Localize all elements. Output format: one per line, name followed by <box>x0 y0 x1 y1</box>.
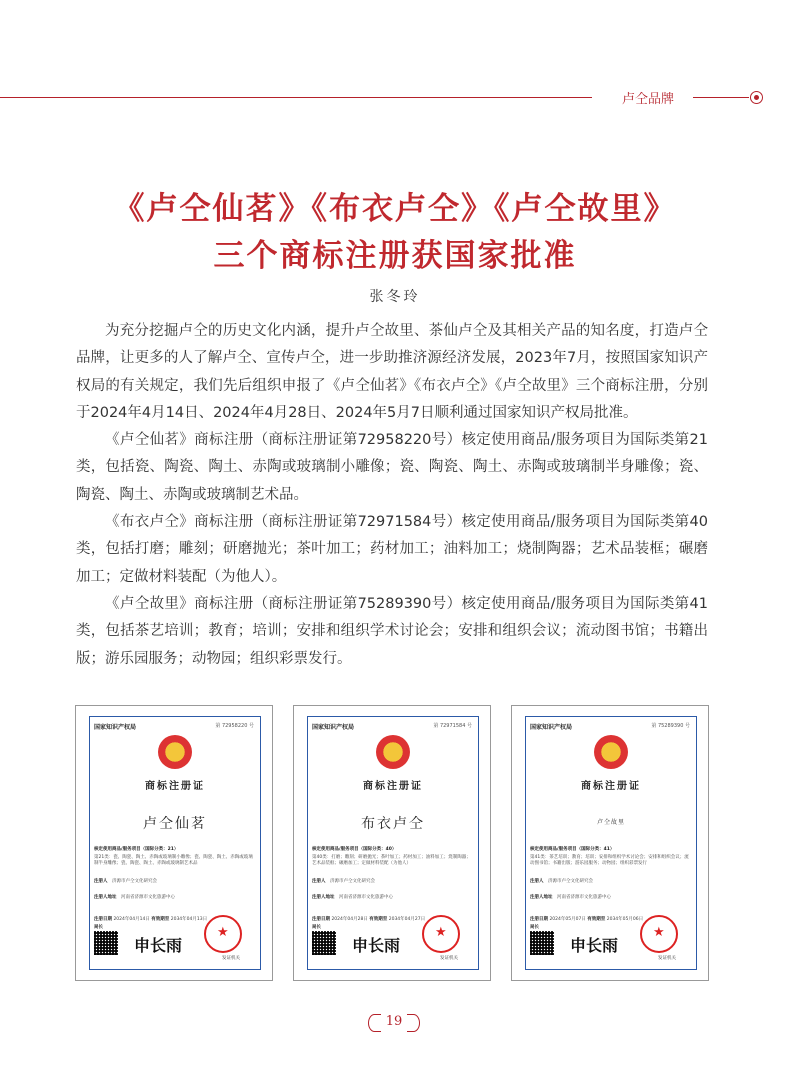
qr-code-icon <box>312 931 336 955</box>
trademark-certificate <box>75 705 273 981</box>
article-title-line2: 三个商标注册获国家批准 <box>213 238 577 274</box>
certificate-frame <box>89 716 261 970</box>
issuer-label: 发证机关 <box>440 956 458 961</box>
paragraph: 为充分挖掘卢仝的历史文化内涵，提升卢仝故里、茶仙卢仝及其相关产品的知名度，打造卢仝品牌，让更多的人了解卢仝、宣传卢仝，进一步助推济源经济发展，2023年7月，按照国家知识产权局的有关规定，我们先后组织申报了《卢仝仙茗》《布衣卢仝》《卢仝故里》三个商标注册，分别于2024年4月14日、2024年4月28日、2024年5月7日顺利通过国家知识产权局批准。 <box>76 323 708 421</box>
national-emblem-icon <box>158 735 192 769</box>
date-row: 注册日期 2024年05月07日 有效期至 2034年05月06日 <box>530 917 644 922</box>
director-label: 局长 <box>530 925 539 930</box>
cnipa-logo: 国家知识产权局 <box>94 724 137 731</box>
registrant-row: 注册人 济源市卢仝文化研究会 <box>530 879 593 884</box>
national-emblem-icon <box>376 735 410 769</box>
qr-code-icon <box>94 931 118 955</box>
official-seal-icon <box>422 915 460 953</box>
certificate-number: 第 72971584 号 <box>433 723 472 729</box>
cnipa-logo: 国家知识产权局 <box>312 724 355 731</box>
certificate-number: 第 75289390 号 <box>651 723 690 729</box>
certificate-frame <box>525 716 697 970</box>
paragraph: 《布衣卢仝》商标注册（商标注册证第72971584号）核定使用商品/服务项目为国际类第40 类，包括打磨；雕刻；研磨抛光；茶叶加工；药材加工；油料加工；烧制陶器；艺术品装框；碾磨加工；定做材料装配（为他人）。 <box>76 514 708 585</box>
cnipa-logo: 国家知识产权局 <box>530 724 573 731</box>
registrant-row: 注册人 济源市卢仝文化研究会 <box>312 879 375 884</box>
official-seal-icon <box>204 915 242 953</box>
certificate-number: 第 72958220 号 <box>215 723 254 729</box>
header-rule-right <box>693 97 749 98</box>
issuer-label: 发证机关 <box>222 956 240 961</box>
trademark-certificate <box>293 705 491 981</box>
director-label: 局长 <box>312 925 321 930</box>
address-row: 注册人地址 河南省济源市文化旅游中心 <box>530 895 611 900</box>
certificate-heading: 商标注册证 <box>145 781 205 792</box>
issuer-label: 发证机关 <box>658 956 676 961</box>
class-line: 核定使用商品/服务项目（国际分类：21） <box>94 847 179 852</box>
goods-list: 第40类：打磨；雕刻；研磨抛光；茶叶加工；药材加工；油料加工；烧制陶器；艺术品装框；碾磨加工；定做材料装配（为他人） <box>312 855 471 866</box>
address-row: 注册人地址 河南省济源市文化旅游中心 <box>312 895 393 900</box>
certificate-heading: 商标注册证 <box>363 781 423 792</box>
header-rule-left <box>0 97 592 98</box>
goods-list: 第41类：茶艺培训；教育；培训；安排和组织学术讨论会；安排和组织会议；流动图书馆；书籍出版；游乐园服务；动物园；组织彩票发行 <box>530 855 689 866</box>
official-seal-icon <box>640 915 678 953</box>
qr-code-icon <box>530 931 554 955</box>
class-line: 核定使用商品/服务项目（国际分类：41） <box>530 847 615 852</box>
class-line: 核定使用商品/服务项目（国际分类：40） <box>312 847 397 852</box>
article-author: 张冬玲 <box>369 289 421 305</box>
article-title-line1: 《卢仝仙茗》《布衣卢仝》《卢仝故里》 <box>113 191 677 227</box>
signature: 申长雨 <box>570 936 619 955</box>
trademark-name: 卢仝故里 <box>596 819 625 826</box>
article-body <box>76 318 708 673</box>
certificate-heading: 商标注册证 <box>581 781 641 792</box>
registrant-row: 注册人 济源市卢仝文化研究会 <box>94 879 157 884</box>
address-row: 注册人地址 河南省济源市文化旅游中心 <box>94 895 175 900</box>
date-row: 注册日期 2024年04月14日 有效期至 2034年04月13日 <box>94 917 208 922</box>
paragraph: 《卢仝故里》商标注册（商标注册证第75289390号）核定使用商品/服务项目为国际类第41类，包括茶艺培训；教育；培训；安排和组织学术讨论会；安排和组织会议；流动图书馆；书籍出版；游乐园服务；动物园；组织彩票发行。 <box>76 595 708 667</box>
trademark-certificate <box>511 705 709 981</box>
national-emblem-icon <box>594 735 628 769</box>
signature: 申长雨 <box>352 936 401 955</box>
target-dot-icon <box>750 91 763 104</box>
director-label: 局长 <box>94 925 103 930</box>
date-row: 注册日期 2024年04月28日 有效期至 2034年04月27日 <box>312 917 426 922</box>
trademark-name: 卢仝仙茗 <box>143 816 207 832</box>
section-label: 卢仝品牌 <box>622 92 675 107</box>
page-number: 19 <box>374 1011 414 1033</box>
trademark-name: 布衣卢仝 <box>361 816 425 832</box>
signature: 申长雨 <box>134 936 183 955</box>
certificate-frame <box>307 716 479 970</box>
paragraph: 《卢仝仙茗》商标注册（商标注册证第72958220号）核定使用商品/服务项目为国际类第21 类，包括瓷、陶瓷、陶土、赤陶或玻璃制小雕像；瓷、陶瓷、陶土、赤陶或玻璃制半身雕像；瓷、陶瓷、陶土、赤陶或玻璃制艺术品。 <box>76 432 708 503</box>
goods-list: 第21类：瓷、陶瓷、陶土、赤陶或玻璃制小雕像；瓷、陶瓷、陶土、赤陶或玻璃制半身雕像；瓷、陶瓷、陶土、赤陶或玻璃制艺术品 <box>94 855 253 866</box>
